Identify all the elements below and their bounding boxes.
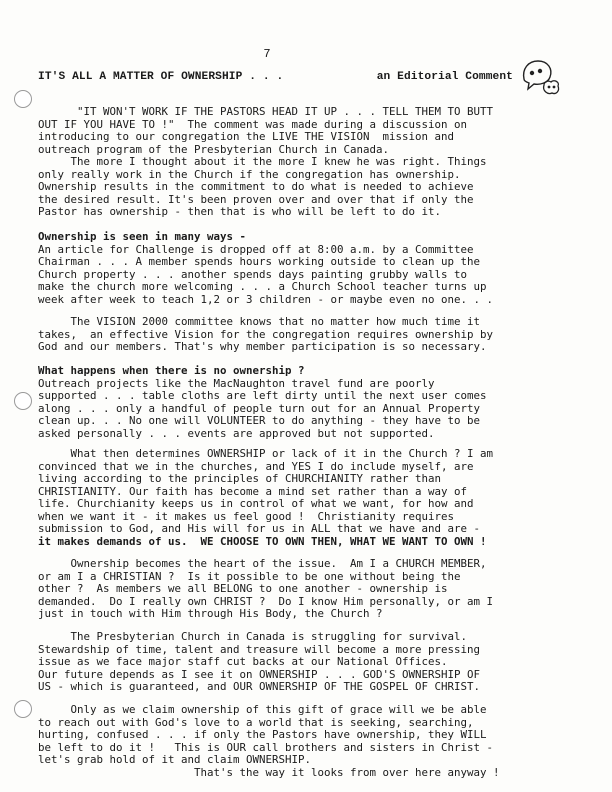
paragraph-3: The VISION 2000 committee knows that no matter how much time it takes, an effective Vision for the congregation requires ownership by God and our members. That's why member participation is so necessary. (38, 315, 494, 353)
article-title: IT'S ALL A MATTER OF OWNERSHIP . . . (38, 71, 284, 83)
speech-bubble-people-icon (518, 55, 562, 99)
paragraph-4: What happens when there is no ownership ? Outreach projects like the MacNaughton travel fund are poorly supported . . . table cloths are left dirty until the next user comes along . . . only a handful of people turn out for an Annual Property clean up. . . No one will VOLUNTEER to do anything - they have to be asked personally . . . events are approved but not supported. (38, 364, 487, 440)
section-heading: Ownership is seen in many ways - (38, 230, 247, 243)
paragraph-2: Ownership is seen in many ways - An article for Challenge is dropped off at 8:00 a.m. by a Committee Chairman . . . A member spends hours working outside to clean up the Church property . . . another spends days painting grubby walls to make the church more welcoming . . . a Church School teacher turns up week after week to teach 1,2 or 3 children - or maybe even no one. . . (38, 230, 494, 306)
closing-line: That's the way it looks from over here anyway ! (38, 765, 500, 779)
paragraph-5: What then determines OWNERSHIP or lack of it in the Church ? I am convinced that we in the churches, and YES I do include myself, are living according to the principles of CHURCHIANITY rather than CHRISTIANITY. Our faith has become a mind set rather than a way of life. Churchianity keeps us in control of what we want, for how and when we want it - it makes us feel good ! Christianity requires submission to God, and His will for us in ALL that we have and are - it makes demands of us. WE CHOOSE TO OWN THEN, WHAT WE WANT TO OWN ! (38, 447, 494, 548)
paragraph-1: "IT WON'T WORK IF THE PASTORS HEAD IT UP . . . TELL THEM TO BUTT OUT IF YOU HAVE TO !" The comment was made during a discussion on introducing to our congregation the LIVE THE VISION mission and outreach program of the Presbyterian Church in Canada. The more I thought about it the more I knew he was right. Things only really work in the Church if the congregation has ownership. Ownership results in the commitment to do what is needed to achieve the desired result. It's been proven over and over that if only the Pastor has ownership - then that is who will be left to do it. (38, 105, 494, 218)
binder-hole-bottom (14, 700, 32, 718)
article-subtitle: an Editorial Comment (376, 71, 513, 83)
section-heading: What happens when there is no ownership ? (38, 364, 305, 377)
article-header (38, 71, 513, 83)
binder-hole-middle (14, 392, 32, 410)
paragraph-7: The Presbyterian Church in Canada is struggling for survival. Stewardship of time, talent and treasure will become a more pressing issue as we face major staff cut backs at our National Offices. Our future depends as I see it on OWNERSHIP . . . GOD'S OWNERSHIP OF US - which is guaranteed, and OUR OWNERSHIP OF THE GOSPEL OF CHRIST. (38, 630, 481, 693)
paragraph-6: Ownership becomes the heart of the issue. Am I a CHURCH MEMBER, or am I a CHRISTIAN ? Is it possible to be one without being the other ? As members we all BELONG to one another - ownership is demanded. Do I really own CHRIST ? Do I know Him personally, or am I just in touch with Him through His Body, the Church ? (38, 557, 494, 620)
page-number: 7 (263, 47, 271, 61)
paragraph-8: Only as we claim ownership of this gift of grace will we be able to reach out with God's love to a world that is seeking, searching, hurting, confused . . . if only the Pastors have ownership, they WILL be left to do it ! This is OUR call brothers and sisters in Christ - let's grab hold of it and claim OWNERSHIP. That's the way it looks from over here anyway ! (38, 703, 500, 779)
binder-hole-top (14, 90, 32, 108)
